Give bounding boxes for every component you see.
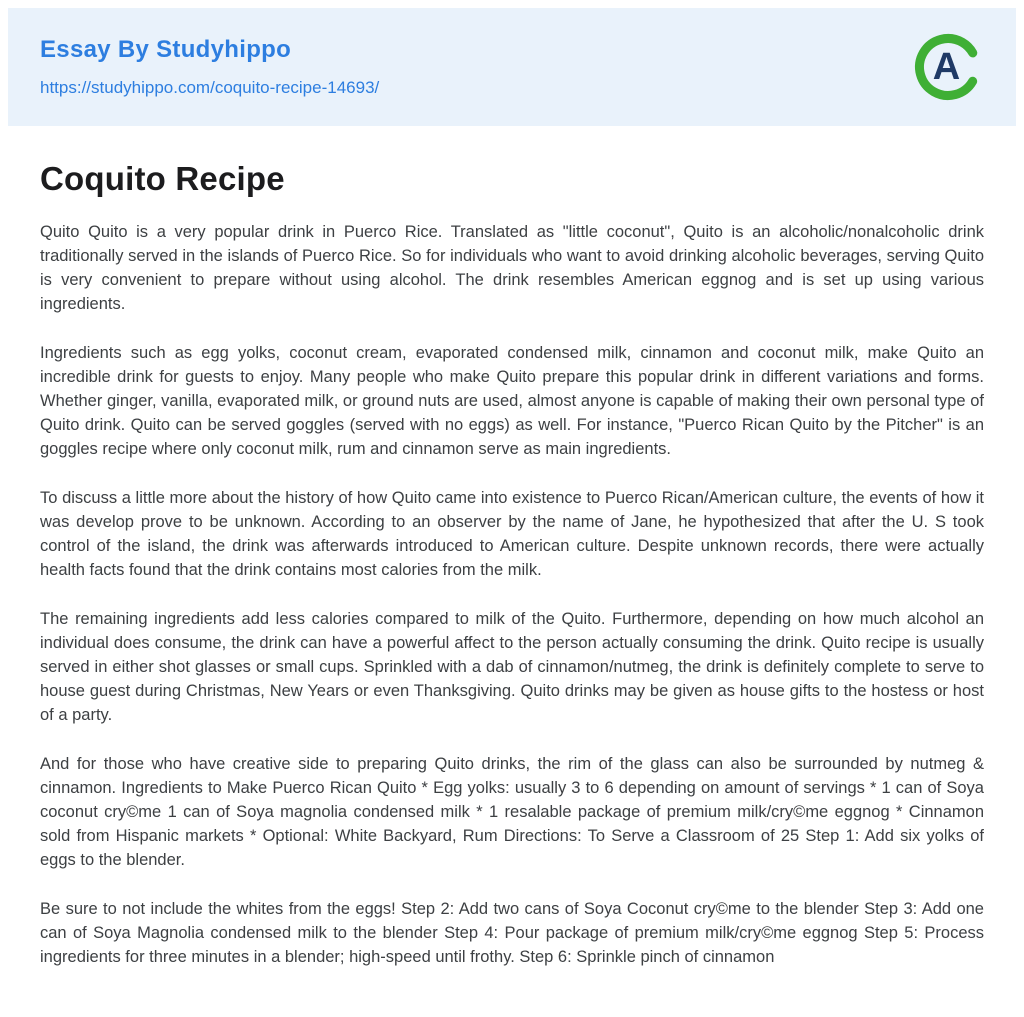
source-url-link[interactable]: https://studyhippo.com/coquito-recipe-14693/ xyxy=(40,78,380,97)
logo-letter-a: A xyxy=(932,45,961,88)
essay-paragraph-4: The remaining ingredients add less calories compared to milk of the Quito. Furthermore, depending on how much alcohol an individual does consume, the drink can have a powerful affect to the person actually consuming the drink. Quito recipe is usually served in either shot glasses or small cups. Sprinkled with a dab of cinnamon/nutmeg, the drink is definitely complete to serve to house guest during Christmas, New Years or even Thanksgiving. Quito drinks may be given as house gifts to the hostess or host of a party. xyxy=(40,610,984,724)
header-banner xyxy=(8,8,1016,126)
document-page xyxy=(0,8,1024,1017)
essay-paragraph-5: And for those who have creative side to preparing Quito drinks, the rim of the glass can also be surrounded by nutmeg & cinnamon. Ingredients to Make Puerco Rican Quito * Egg yolks: usually 3 to 6 depending on amount of servings * 1 can of Soya coconut cry©me 1 can of Soya magnolia condensed milk * 1 resalable package of premium milk/cry©me eggnog * Cinnamon sold from Hispanic markets * Optional: White Backyard, Rum Directions: To Serve a Classroom of 25 Step 1: Add six yolks of eggs to the blender. xyxy=(40,755,984,869)
essay-paragraph-3: To discuss a little more about the history of how Quito came into existence to Puerco Rican/American culture, the events of how it was develop prove to be unknown. According to an observer by the name of Jane, he hypothesized that after the U. S took control of the island, the drink was afterwards introduced to American culture. Despite unknown records, there were actually health facts found that the drink contains most calories from the milk. xyxy=(40,489,984,579)
essay-paragraph-1: Quito Quito is a very popular drink in Puerco Rice. Translated as "little coconut", Quito is an alcoholic/nonalcoholic drink traditionally served in the islands of Puerco Rice. So for individuals who want to avoid drinking alcoholic beverages, serving Quito is very convenient to prepare without using alcohol. The drink resembles American eggnog and is set up using various ingredients. xyxy=(40,223,984,313)
essay-paragraph-6: Be sure to not include the whites from the eggs! Step 2: Add two cans of Soya Coconut cry©me to the blender Step 3: Add one can of Soya Magnolia condensed milk to the blender Step 4: Pour package of premium milk/cry©me eggnog Step 5: Process ingredients for three minutes in a blender; high-speed until frothy. Step 6: Sprinkle pinch of cinnamon xyxy=(40,900,984,966)
essay-paragraph-2: Ingredients such as egg yolks, coconut cream, evaporated condensed milk, cinnamon and coconut milk, make Quito an incredible drink for guests to enjoy. Many people who make Quito prepare this popular drink in different variations and forms. Whether ginger, vanilla, evaporated milk, or ground nuts are used, almost anyone is capable of making their own personal type of Quito drink. Quito can be served goggles (served with no eggs) as well. For instance, "Puerco Rican Quito by the Pitcher" is an goggles recipe where only coconut milk, rum and cinnamon serve as main ingredients. xyxy=(40,344,984,458)
page-title: Coquito Recipe xyxy=(40,160,285,197)
header-text xyxy=(40,36,379,98)
studyhippo-logo xyxy=(912,31,984,103)
essay-byline: Essay By Studyhippo xyxy=(40,36,292,63)
essay-content xyxy=(0,126,1024,1009)
